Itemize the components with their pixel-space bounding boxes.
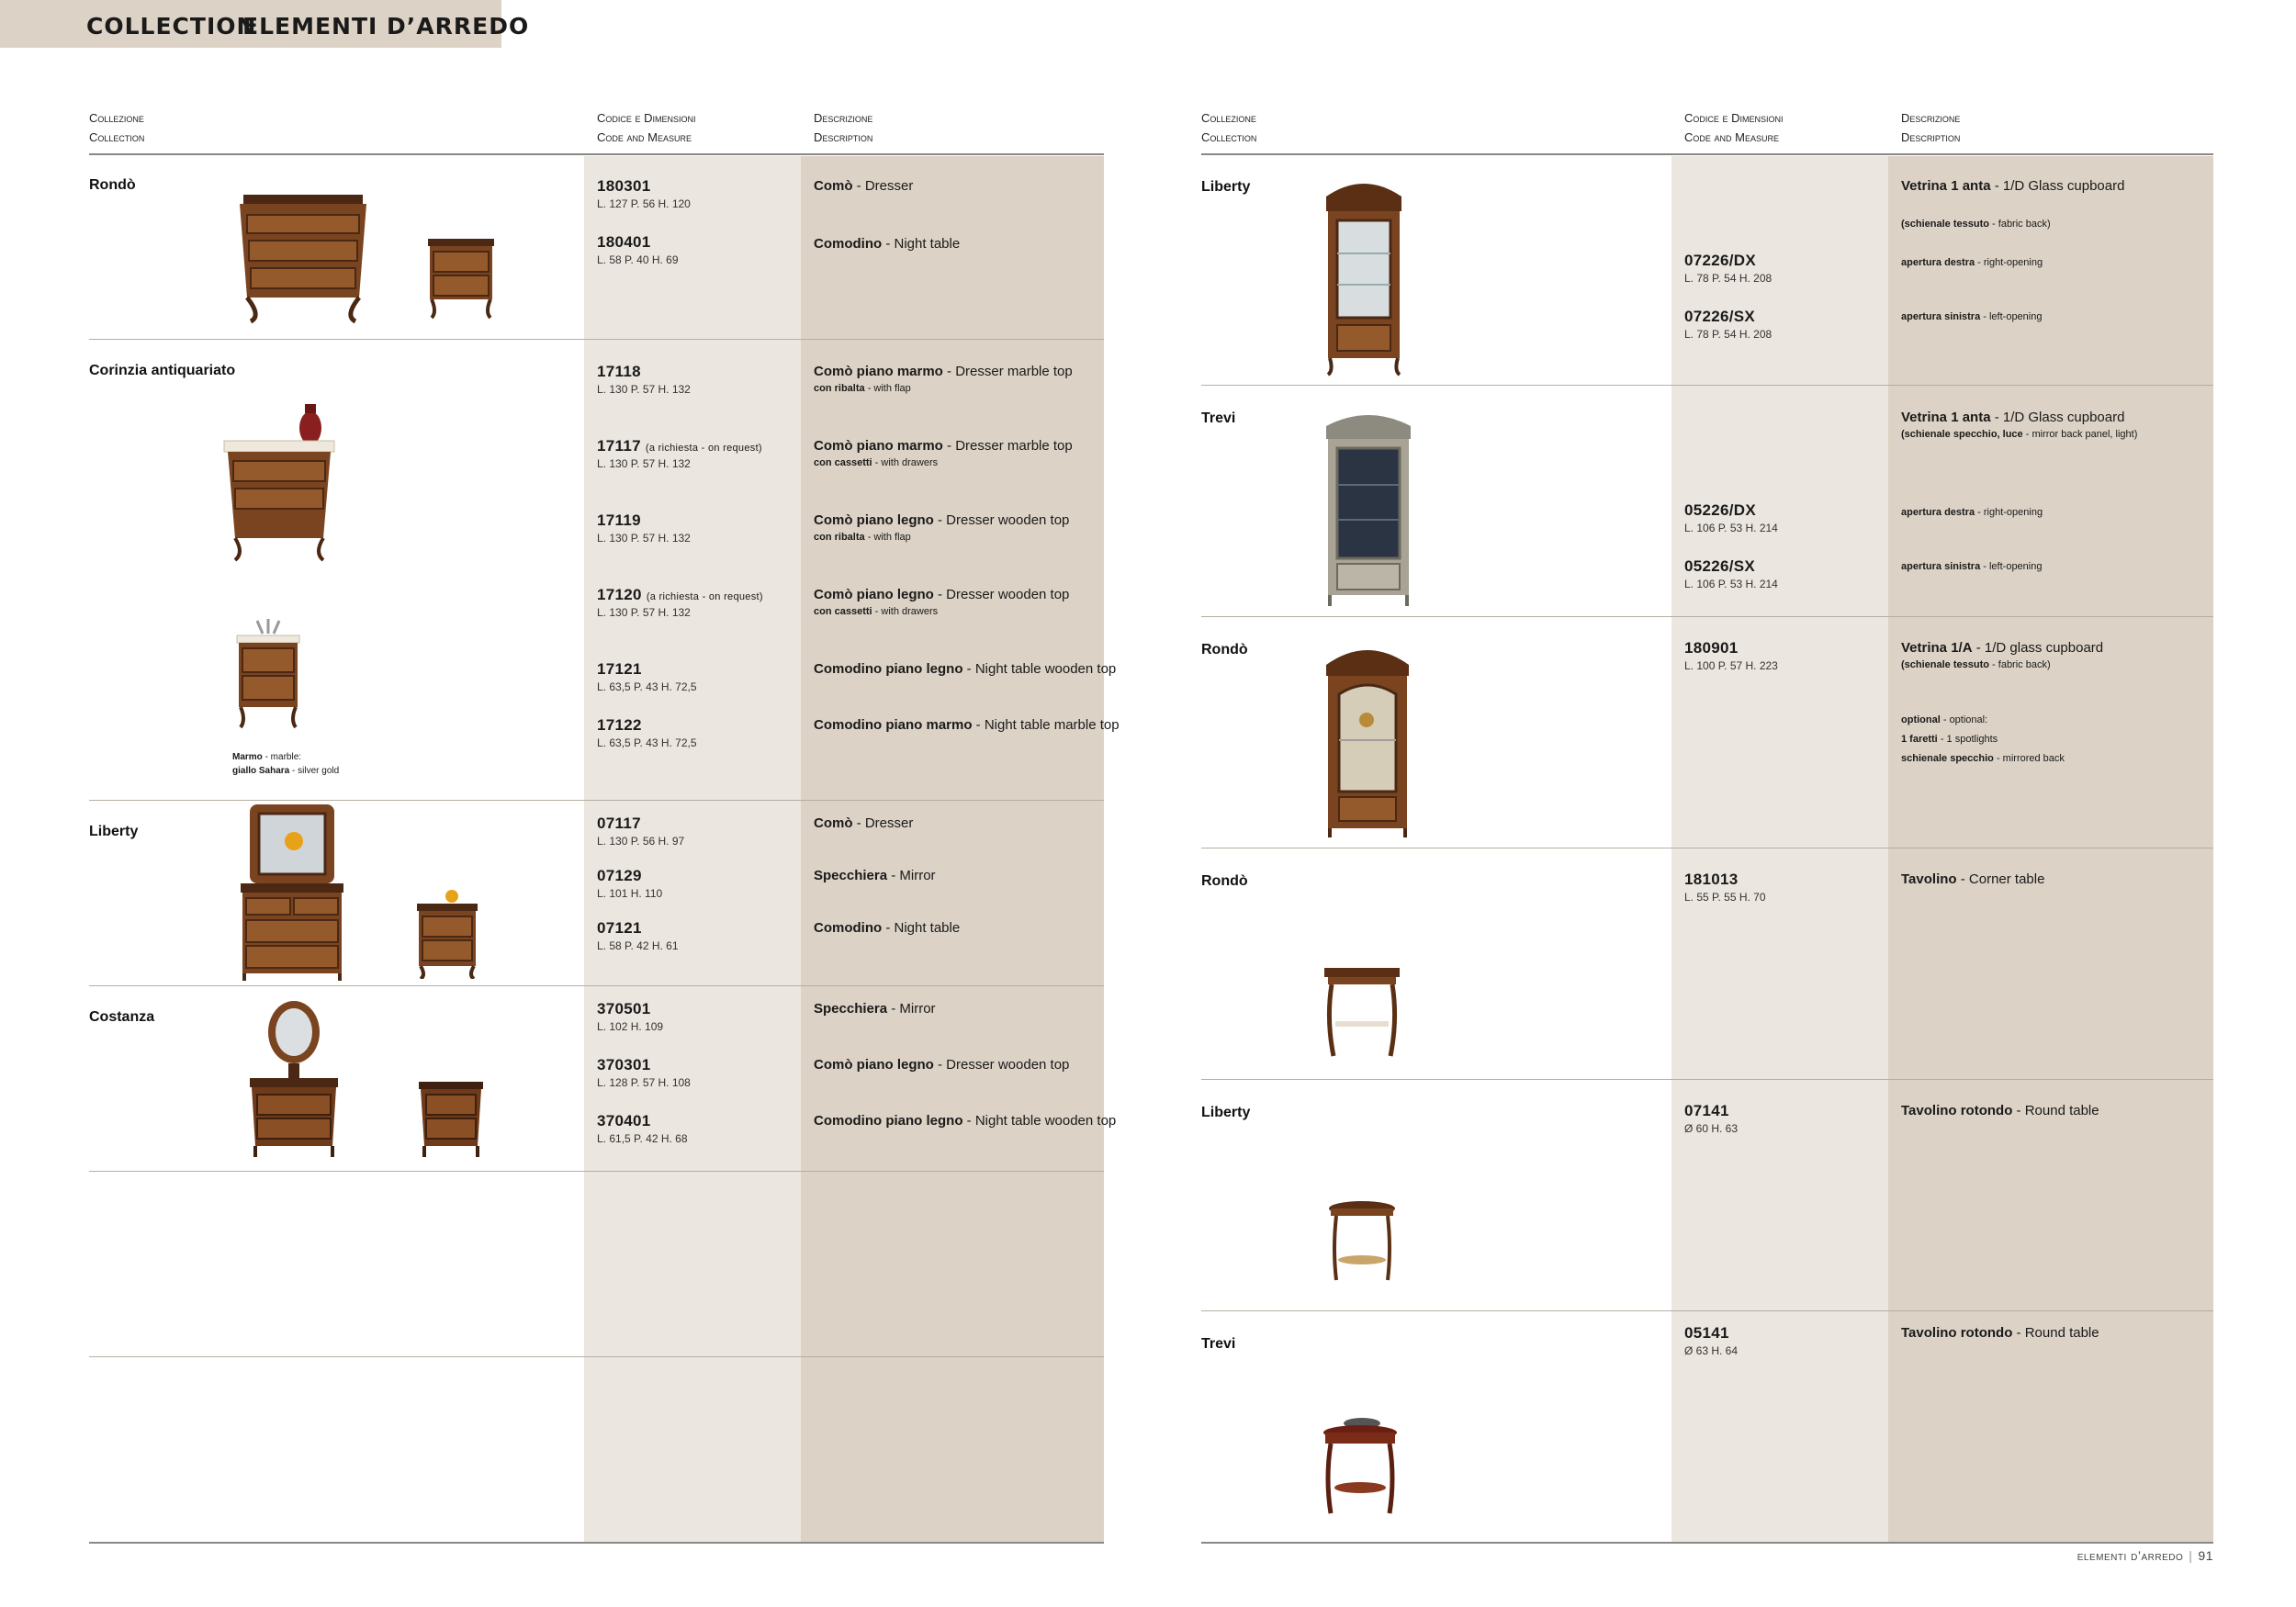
row-divider [1201,616,2213,617]
product-code: 17117 (a richiesta - on request) L. 130 P. 57 H. 132 [597,437,762,470]
collection-name-rondo: Rondò [1201,642,1248,657]
product-code: 17121 L. 63,5 P. 43 H. 72,5 [597,660,697,693]
collection-name-liberty: Liberty [89,824,139,839]
product-options: optional - optional: 1 faretti - 1 spotlights schienale specchio - mirrored back [1901,714,2065,764]
left-colhead-code: Codice e Dimensioni Code and Measure [597,111,696,144]
night-table-illustration [413,887,481,979]
product-description: Vetrina 1 anta - 1/D Glass cupboard [1901,178,2125,194]
product-description: Comò - Dresser [814,815,914,831]
collection-name-trevi: Trevi [1201,1336,1236,1352]
right-colhead-collection: Collezione Collection [1201,111,1257,144]
product-code: 370301 L. 128 P. 57 H. 108 [597,1056,691,1089]
collection-name-rondo: Rondò [89,177,136,193]
product-description: Comò piano legno - Dresser wooden top [814,1057,1070,1073]
row-divider [89,1356,1104,1357]
product-code: 07226/SX L. 78 P. 54 H. 208 [1684,308,1773,341]
product-description: Comodino piano legno - Night table wooden top [814,1113,1117,1129]
product-description: Tavolino rotondo - Round table [1901,1325,2099,1341]
product-description: Comò - Dresser [814,178,914,194]
left-colhead-description: Descrizione Description [814,111,873,144]
product-code: 181013 L. 55 P. 55 H. 70 [1684,871,1766,904]
left-header-rule [89,153,1104,155]
collection-name-corinzia: Corinzia antiquariato [89,363,236,378]
product-code: 07117 L. 130 P. 56 H. 97 [597,815,685,848]
product-description: Tavolino - Corner table [1901,871,2045,887]
right-bottom-rule [1201,1542,2213,1544]
dresser-mirror-illustration [248,999,340,1157]
product-code: 07226/DX L. 78 P. 54 H. 208 [1684,252,1773,285]
product-code: 07141 Ø 60 H. 63 [1684,1102,1739,1135]
product-code: 17119 L. 130 P. 57 H. 132 [597,511,691,545]
product-description: Comò piano legno - Dresser wooden top con ribalta - with flap [814,512,1070,543]
collection-name-trevi: Trevi [1201,410,1236,426]
product-description: Comodino piano legno - Night table wooden top [814,661,1117,677]
glass-cupboard-illustration [1322,639,1412,837]
product-description: apertura destra - right-opening [1901,257,2043,268]
left-bottom-rule [89,1542,1104,1544]
row-divider [1201,1079,2213,1080]
product-code: 180401 L. 58 P. 40 H. 69 [597,233,679,266]
product-description: apertura destra - right-opening [1901,507,2043,518]
night-table-illustration [417,1080,485,1157]
collection-name-liberty: Liberty [1201,179,1251,195]
product-code: 07129 L. 101 H. 110 [597,867,663,900]
row-divider [89,339,1104,340]
glass-cupboard-illustration [1322,406,1414,608]
product-code: 17118 L. 130 P. 57 H. 132 [597,363,691,396]
product-description-note: (schienale tessuto - fabric back) [1901,219,2051,230]
night-table-illustration [424,235,498,320]
right-header-rule [1201,153,2213,155]
product-description: Tavolino rotondo - Round table [1901,1103,2099,1118]
collection-name-liberty: Liberty [1201,1105,1251,1120]
product-code: 05141 Ø 63 H. 64 [1684,1324,1739,1357]
header-title: ELEMENTI D’ARREDO [242,13,530,39]
row-divider [89,1171,1104,1172]
product-code: 17120 (a richiesta - on request) L. 130 P. 57 H. 132 [597,586,763,619]
dresser-illustration [234,187,372,325]
collection-name-rondo: Rondò [1201,873,1248,889]
page-footer: elementi d’arredo | 91 [2077,1548,2213,1563]
footer-section: elementi d’arredo [2077,1548,2184,1563]
dresser-mirror-illustration [237,801,347,981]
product-code: 370401 L. 61,5 P. 42 H. 68 [597,1112,688,1145]
right-colhead-code: Codice e Dimensioni Code and Measure [1684,111,1784,144]
row-divider [1201,385,2213,386]
product-description: Comò piano legno - Dresser wooden top con cassetti - with drawers [814,587,1070,617]
right-colhead-description: Descrizione Description [1901,111,1961,144]
product-description: Comodino - Night table [814,920,961,936]
product-code: 17122 L. 63,5 P. 43 H. 72,5 [597,716,697,749]
marble-dresser-illustration [220,400,340,562]
product-code: 370501 L. 102 H. 109 [597,1000,664,1033]
page-number: 91 [2198,1548,2213,1563]
header-bar [0,0,530,48]
left-colhead-collection: Collezione Collection [89,111,145,144]
marble-night-table-illustration [231,619,305,729]
product-description: apertura sinistra - left-opening [1901,311,2043,322]
product-description: Comodino piano marmo - Night table marble top [814,717,1120,733]
collection-name-costanza: Costanza [89,1009,155,1025]
product-code: 07121 L. 58 P. 42 H. 61 [597,919,679,952]
round-table-illustration [1320,1414,1401,1517]
glass-cupboard-illustration [1322,174,1405,376]
product-description: Specchiera - Mirror [814,1001,936,1017]
round-table-illustration [1327,1199,1397,1284]
product-description: Vetrina 1/A - 1/D glass cupboard (schienale tessuto - fabric back) [1901,640,2104,670]
product-description: Specchiera - Mirror [814,868,936,883]
product-description: Vetrina 1 anta - 1/D Glass cupboard (schienale specchio, luce - mirror back panel, light) [1901,410,2138,440]
corner-table-illustration [1322,964,1401,1058]
row-divider [89,985,1104,986]
product-description: apertura sinistra - left-opening [1901,561,2043,572]
product-description: Comò piano marmo - Dresser marble top con ribalta - with flap [814,364,1073,394]
product-code: 05226/DX L. 106 P. 53 H. 214 [1684,501,1778,534]
product-code: 05226/SX L. 106 P. 53 H. 214 [1684,557,1778,590]
row-divider [1201,1310,2213,1311]
marble-note: Marmo - marble: giallo Sahara - silver gold [232,752,340,776]
header-collection: COLLECTION [86,13,257,39]
product-code: 180301 L. 127 P. 56 H. 120 [597,177,691,210]
product-code: 180901 L. 100 P. 57 H. 223 [1684,639,1778,672]
product-description: Comodino - Night table [814,236,961,252]
product-description: Comò piano marmo - Dresser marble top con cassetti - with drawers [814,438,1073,468]
